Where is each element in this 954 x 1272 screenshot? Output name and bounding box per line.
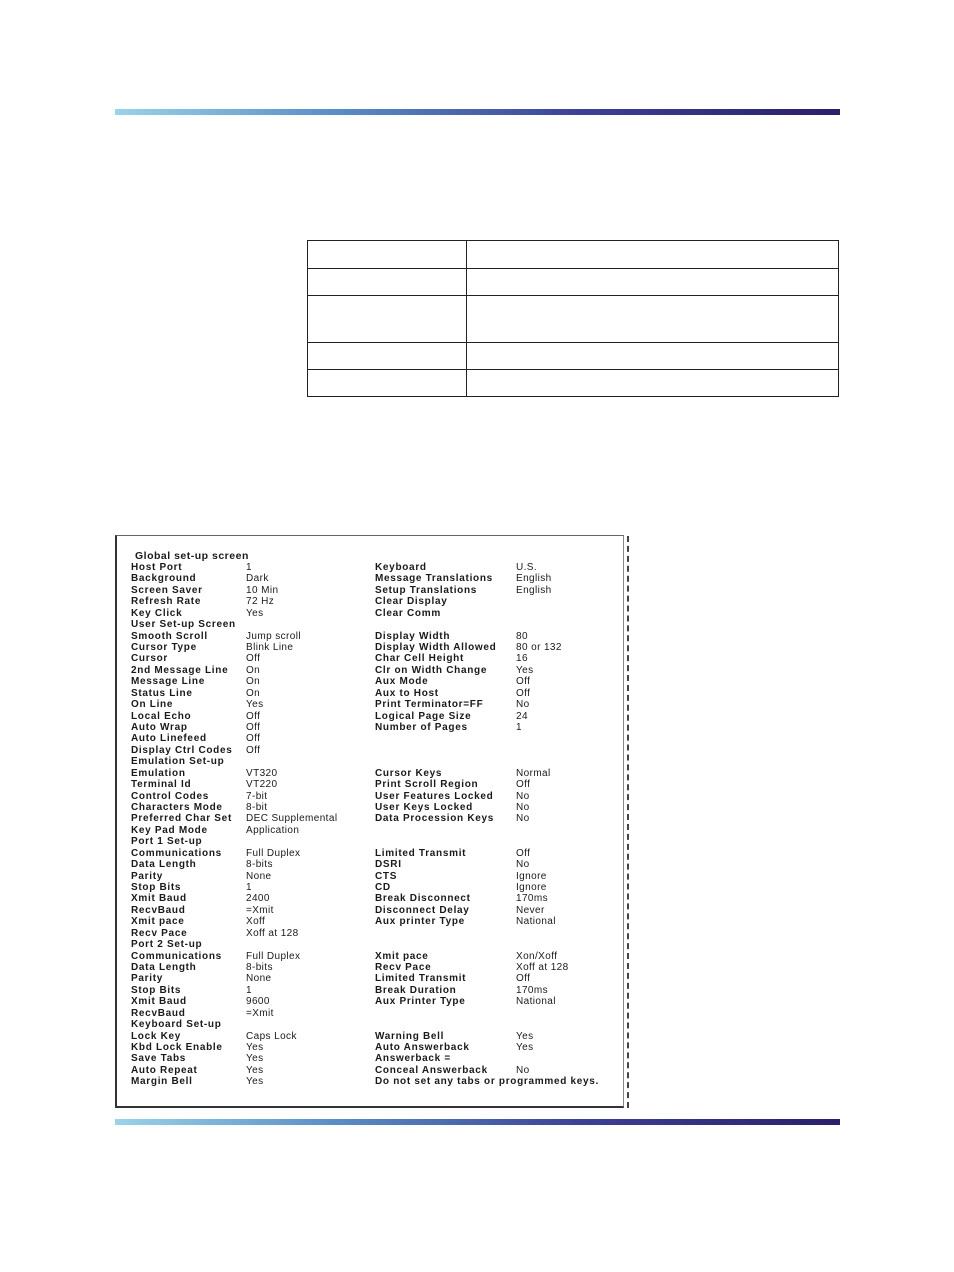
setup-row	[117, 642, 623, 653]
setting-name: Emulation Set-up	[131, 756, 225, 768]
setup-row	[117, 985, 623, 996]
setting-value: Ignore	[516, 882, 547, 894]
screen-title: Global set-up screen	[135, 550, 249, 562]
setting-value: Xoff at 128	[516, 962, 569, 974]
setup-row	[117, 973, 623, 984]
setting-name: 2nd Message Line	[131, 664, 229, 676]
setting-value: Xon/Xoff	[516, 950, 558, 962]
setup-row	[117, 848, 623, 859]
setting-name: Margin Bell	[131, 1076, 193, 1088]
setting-name: Parity	[131, 973, 163, 985]
table-cell	[308, 269, 467, 296]
setting-name: Communications	[131, 847, 222, 859]
setting-value: No	[516, 802, 530, 814]
setting-name: RecvBaud	[131, 1007, 186, 1019]
setting-value: 16	[516, 653, 528, 665]
setting-value: Off	[516, 676, 531, 688]
setting-value: 80 or 132	[516, 642, 562, 653]
setting-name: Clr on Width Change	[375, 664, 488, 676]
setting-value: VT320	[246, 767, 278, 779]
setting-name: Characters Mode	[131, 802, 223, 814]
setting-value: Yes	[246, 607, 264, 619]
setting-name: Aux printer Type	[375, 916, 465, 928]
setup-row	[117, 859, 623, 870]
setup-row	[117, 802, 623, 813]
setting-name: Auto Wrap	[131, 722, 188, 734]
setting-value: Yes	[516, 1042, 534, 1054]
setup-row	[117, 1076, 623, 1087]
global-setup-screen-figure	[115, 535, 624, 1108]
setting-name: Break Disconnect	[375, 893, 471, 905]
setting-name: On Line	[131, 699, 174, 711]
setting-name: Auto Answerback	[375, 1042, 470, 1054]
table-cell	[308, 370, 467, 397]
setting-name: Recv Pace	[375, 962, 432, 974]
setting-value: Blink Line	[246, 642, 294, 653]
setting-value: Off	[246, 744, 261, 756]
setting-name: Save Tabs	[131, 1053, 187, 1065]
table-cell	[308, 343, 467, 370]
setting-name: RecvBaud	[131, 904, 186, 916]
setup-row	[117, 1065, 623, 1076]
setting-name: Aux to Host	[375, 687, 439, 699]
setting-name: Communications	[131, 950, 222, 962]
setting-value: Jump scroll	[246, 630, 301, 642]
setting-value: 9600	[246, 996, 270, 1008]
setup-row	[117, 871, 623, 882]
setting-name: Terminal Id	[131, 779, 192, 791]
setting-name: Message Translations	[375, 573, 493, 585]
setting-value: Yes	[516, 1030, 534, 1042]
setting-name: Cursor Keys	[375, 767, 443, 779]
setting-value: U.S.	[516, 562, 538, 573]
setting-name: User Set-up Screen	[131, 619, 236, 631]
setup-row	[117, 585, 623, 596]
setting-name: Kbd Lock Enable	[131, 1042, 223, 1054]
setting-value: 8-bits	[246, 859, 273, 871]
setup-row	[117, 733, 623, 744]
setup-row	[117, 665, 623, 676]
table-cell	[467, 269, 839, 296]
setting-name: Xmit Baud	[131, 996, 187, 1008]
setup-row	[117, 745, 623, 756]
setting-name: Display Width Allowed	[375, 642, 497, 653]
setting-value: 24	[516, 710, 528, 722]
setting-value: Off	[516, 779, 531, 791]
setting-value: =Xmit	[246, 1007, 274, 1019]
setting-value: 8-bit	[246, 802, 268, 814]
setup-row	[117, 836, 623, 847]
setup-row	[117, 1053, 623, 1064]
setting-name: CD	[375, 882, 391, 894]
setting-value: Yes	[516, 664, 534, 676]
setting-value: Yes	[246, 1064, 264, 1076]
setting-value: Off	[246, 653, 261, 665]
setting-value: Full Duplex	[246, 950, 301, 962]
setting-value: Normal	[516, 767, 551, 779]
setup-row	[117, 688, 623, 699]
setting-name: Data Length	[131, 962, 197, 974]
setting-value: VT220	[246, 779, 278, 791]
setup-row	[117, 596, 623, 607]
setting-name: Clear Display	[375, 596, 448, 608]
setting-name: Warning Bell	[375, 1030, 445, 1042]
setting-name: Keyboard	[375, 562, 427, 573]
setup-row	[117, 779, 623, 790]
setup-row	[117, 1031, 623, 1042]
setting-name: Number of Pages	[375, 722, 468, 734]
setting-name: Stop Bits	[131, 882, 182, 894]
setup-row	[117, 825, 623, 836]
setting-name: Aux Printer Type	[375, 996, 466, 1008]
setup-row	[117, 653, 623, 664]
setting-value: 1	[246, 882, 252, 894]
setting-name: Port 2 Set-up	[131, 939, 203, 951]
setting-name: DSRI	[375, 859, 402, 871]
setup-row	[117, 882, 623, 893]
setting-value: Off	[246, 710, 261, 722]
setting-name: User Keys Locked	[375, 802, 473, 814]
setting-name: Status Line	[131, 687, 193, 699]
setup-row	[117, 768, 623, 779]
setup-row	[117, 608, 623, 619]
setting-value: Ignore	[516, 870, 547, 882]
setup-row	[117, 1042, 623, 1053]
setup-row	[117, 893, 623, 904]
setup-row	[117, 813, 623, 824]
setting-value: Off	[246, 733, 261, 745]
setup-row	[117, 996, 623, 1007]
setting-value: 10 Min	[246, 584, 279, 596]
setting-name: Clear Comm	[375, 607, 441, 619]
setting-name: Print Terminator=FF	[375, 699, 484, 711]
setting-value: 1	[246, 984, 252, 996]
setup-row	[117, 1008, 623, 1019]
setting-name: Control Codes	[131, 790, 209, 802]
setting-value: Never	[516, 904, 545, 916]
setting-name: Setup Translations	[375, 584, 478, 596]
setting-name: Host Port	[131, 562, 183, 573]
setting-name: Char Cell Height	[375, 653, 464, 665]
setting-value: 2400	[246, 893, 270, 905]
setting-value: 1	[516, 722, 522, 734]
setting-value: No	[516, 1064, 530, 1076]
setting-name: Data Length	[131, 859, 197, 871]
setup-row	[117, 562, 623, 573]
setting-name: User Features Locked	[375, 790, 494, 802]
setting-name: Keyboard Set-up	[131, 1019, 222, 1031]
setting-value: Yes	[246, 1042, 264, 1054]
setup-row	[117, 573, 623, 584]
setting-value: DEC Supplemental	[246, 813, 338, 825]
setting-value: None	[246, 870, 272, 882]
setting-name: Preferred Char Set	[131, 813, 232, 825]
setting-value: =Xmit	[246, 904, 274, 916]
setup-row	[117, 711, 623, 722]
setting-value: Xoff at 128	[246, 927, 299, 939]
setting-value: 80	[516, 630, 528, 642]
setup-row	[117, 939, 623, 950]
setting-value: Xoff	[246, 916, 266, 928]
setting-value: Yes	[246, 1076, 264, 1088]
setting-name: Refresh Rate	[131, 596, 202, 608]
setting-value: On	[246, 676, 261, 688]
setup-row	[117, 722, 623, 733]
setup-row	[117, 676, 623, 687]
setup-row	[117, 631, 623, 642]
setting-value: None	[246, 973, 272, 985]
setting-name: Background	[131, 573, 197, 585]
setting-name: Display Width	[375, 630, 451, 642]
setting-value: Full Duplex	[246, 847, 301, 859]
setting-value: No	[516, 859, 530, 871]
setting-value: English	[516, 573, 552, 585]
setting-name: Conceal Answerback	[375, 1064, 488, 1076]
setting-value: Off	[516, 973, 531, 985]
setting-name: Xmit pace	[375, 950, 429, 962]
setting-name: Key Pad Mode	[131, 824, 208, 836]
setting-value: 170ms	[516, 893, 549, 905]
setting-name: Xmit Baud	[131, 893, 187, 905]
setting-name: Answerback =	[375, 1053, 451, 1065]
setting-value: Dark	[246, 573, 269, 585]
setting-name: Break Duration	[375, 984, 457, 996]
setting-value: National	[516, 996, 556, 1008]
setting-name: Screen Saver	[131, 584, 203, 596]
top-header-rule	[115, 109, 840, 115]
setting-value: English	[516, 584, 552, 596]
setting-value: No	[516, 790, 530, 802]
setting-value: Off	[246, 722, 261, 734]
setting-name: Cursor	[131, 653, 168, 665]
setting-name: Print Scroll Region	[375, 779, 479, 791]
setting-name: Aux Mode	[375, 676, 429, 688]
setting-name: Local Echo	[131, 710, 192, 722]
setting-value: Off	[516, 847, 531, 859]
setting-name: Cursor Type	[131, 642, 197, 653]
setup-row	[117, 905, 623, 916]
setting-value: Off	[516, 687, 531, 699]
setup-row	[117, 951, 623, 962]
table-cell	[467, 370, 839, 397]
setup-row	[117, 1019, 623, 1030]
setting-value: National	[516, 916, 556, 928]
setting-name: Parity	[131, 870, 163, 882]
setting-value: 1	[246, 562, 252, 573]
setup-row	[117, 791, 623, 802]
bottom-footer-rule	[115, 1119, 840, 1125]
setting-name: Message Line	[131, 676, 205, 688]
setting-name: Lock Key	[131, 1030, 182, 1042]
setting-value: 7-bit	[246, 790, 268, 802]
setting-name: CTS	[375, 870, 398, 882]
setup-row	[117, 699, 623, 710]
setting-name: Disconnect Delay	[375, 904, 470, 916]
setting-value: Yes	[246, 1053, 264, 1065]
setting-name: Smooth Scroll	[131, 630, 208, 642]
setup-row	[117, 619, 623, 630]
setup-row	[117, 916, 623, 927]
setting-name: Data Procession Keys	[375, 813, 495, 825]
setting-value: 72 Hz	[246, 596, 275, 608]
setting-value: Application	[246, 824, 300, 836]
setting-name: Display Ctrl Codes	[131, 744, 233, 756]
setting-name: Limited Transmit	[375, 847, 467, 859]
table-cell	[467, 343, 839, 370]
blank-table	[307, 240, 839, 397]
setup-row	[117, 928, 623, 939]
setting-name: Auto Linefeed	[131, 733, 207, 745]
setting-name: Key Click	[131, 607, 183, 619]
setting-name: Stop Bits	[131, 984, 182, 996]
setting-name: Auto Repeat	[131, 1064, 198, 1076]
setup-row	[117, 756, 623, 767]
setup-row	[117, 962, 623, 973]
setting-value: On	[246, 664, 261, 676]
table-cell	[308, 241, 467, 269]
setting-value: 170ms	[516, 984, 549, 996]
setting-name: Limited Transmit	[375, 973, 467, 985]
setting-value: Yes	[246, 699, 264, 711]
setting-name: Logical Page Size	[375, 710, 472, 722]
setting-name: Xmit pace	[131, 916, 185, 928]
table-cell	[308, 296, 467, 343]
setting-name: Emulation	[131, 767, 186, 779]
table-cell	[467, 241, 839, 269]
setting-value: No	[516, 699, 530, 711]
setting-value: On	[246, 687, 261, 699]
setting-value: 8-bits	[246, 962, 273, 974]
setting-name: Recv Pace	[131, 927, 188, 939]
setting-value: No	[516, 813, 530, 825]
setting-value: Caps Lock	[246, 1030, 297, 1042]
setting-name: Port 1 Set-up	[131, 836, 203, 848]
setting-name: Do not set any tabs or programmed keys.	[375, 1076, 600, 1088]
table-cell	[467, 296, 839, 343]
